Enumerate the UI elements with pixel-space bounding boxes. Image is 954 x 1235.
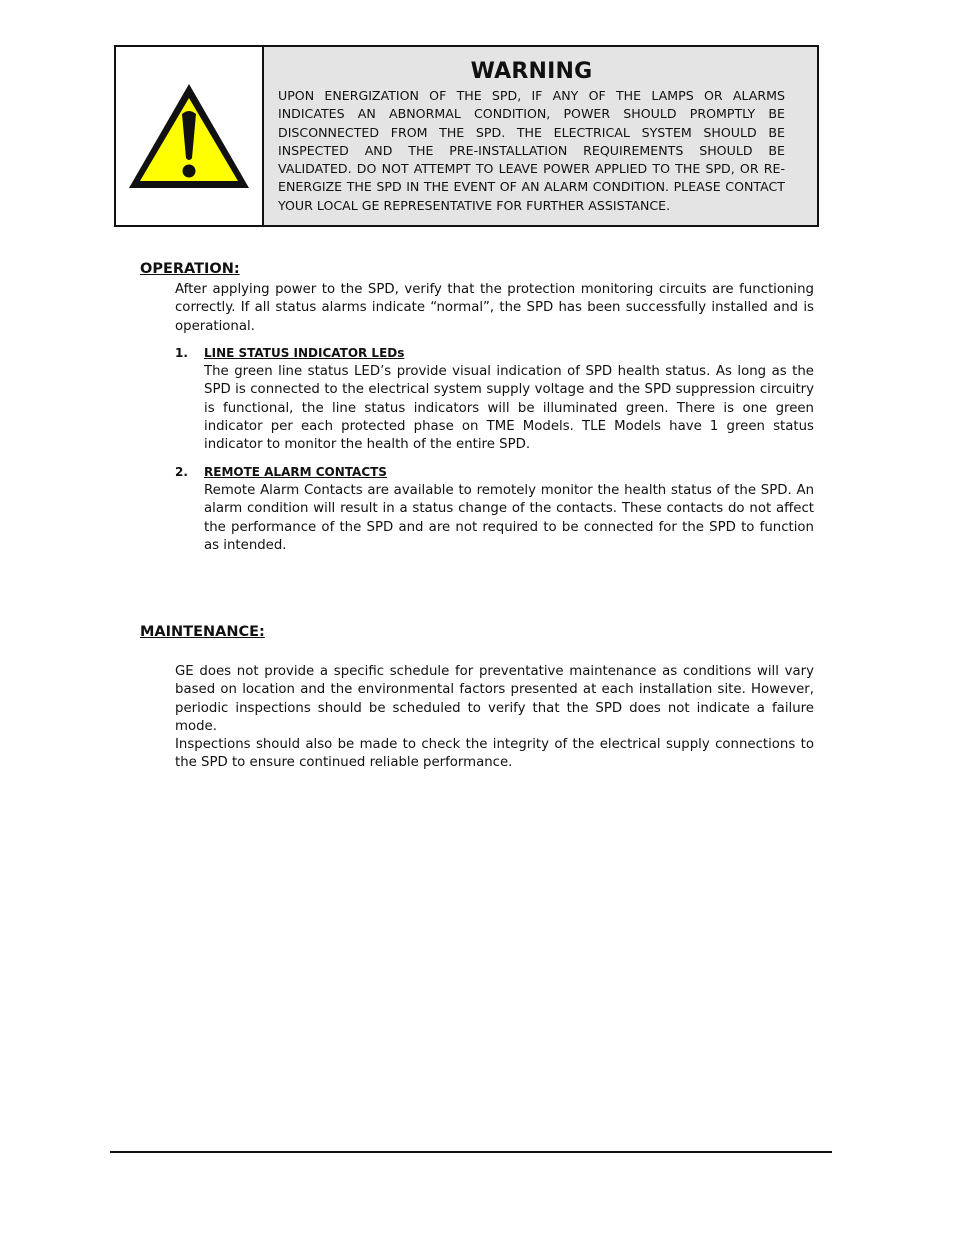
warning-body: UPON ENERGIZATION OF THE SPD, IF ANY OF THE LAMPS OR ALARMS INDICATES AN ABNORMAL CONDITION, POWER SHOULD PROMPTLY BE DISCONNECTED FROM THE SPD. THE ELECTRICAL SYSTEM SHOULD BE INSPECTED AND THE PRE-INSTALLATION REQUIREMENTS SHOULD BE VALIDATED. DO NOT ATTEMPT TO LEAVE POWER APPLIED TO THE SPD, OR RE-ENERGIZE THE SPD IN THE EVENT OF AN ALARM CONDITION. PLEASE CONTACT YOUR LOCAL GE REPRESENTATIVE FOR FURTHER ASSISTANCE. — [278, 88, 785, 213]
remote-alarm-heading: REMOTE ALARM CONTACTS — [204, 465, 387, 479]
maintenance-paragraph-2: Inspections should also be made to check the integrity of the electrical supply connections to the SPD to ensure continued reliable performance. — [175, 737, 814, 771]
list-item-number-1: 1. — [175, 346, 188, 360]
operation-intro: After applying power to the SPD, verify that the protection monitoring circuits are functioning correctly. If all status alarms indicate “normal”, the SPD has been successfully installed and is operational. — [175, 282, 814, 334]
warning-text-cell — [264, 47, 817, 225]
line-status-body: The green line status LED’s provide visual indication of SPD health status. As long as the SPD is connected to the electrical system supply voltage and the SPD suppression circuitry is functional, the line status indicators will be illuminated green. There is one green indicator per each protected phase on TME Models. TLE Models have 1 green status indicator to monitor the health of the entire SPD. — [204, 364, 814, 453]
footer-divider — [110, 1151, 832, 1153]
warning-title: WARNING — [470, 59, 593, 84]
list-item-number-2: 2. — [175, 465, 188, 479]
operation-heading: OPERATION: — [140, 261, 240, 277]
line-status-heading: LINE STATUS INDICATOR LEDs — [204, 346, 405, 360]
warning-box — [114, 45, 819, 227]
remote-alarm-body: Remote Alarm Contacts are available to remotely monitor the health status of the SPD. An alarm condition will result in a status change of the contacts. These contacts do not affect the performance of the SPD and are not required to be connected for the SPD to function as intended. — [204, 483, 814, 553]
warning-icon-cell — [116, 47, 264, 225]
maintenance-heading: MAINTENANCE: — [140, 624, 265, 640]
maintenance-paragraph-1: GE does not provide a specific schedule for preventative maintenance as conditions will vary based on location and the environmental factors presented at each installation site. However, periodic inspections should be scheduled to verify that the SPD does not indicate a failure mode. — [175, 664, 814, 734]
warning-triangle-icon — [125, 80, 253, 192]
